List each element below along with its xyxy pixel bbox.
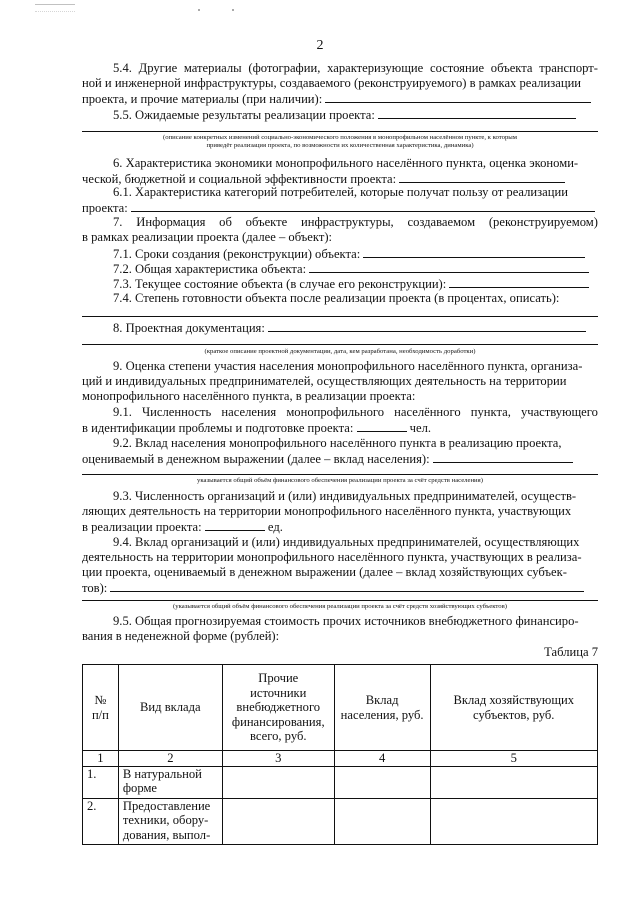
header-population: [334, 665, 430, 751]
column-number: 4: [334, 751, 430, 767]
para-5-4-line1: [113, 61, 598, 76]
para-7-2: [113, 261, 589, 277]
table-header-row: [83, 665, 598, 751]
word: населённого: [394, 405, 461, 419]
note-9-4: (указывается общий объём финансового обеспечения реализации проекта за счёт средств хозяйствующих субъектов): [173, 603, 507, 610]
word: материалы: [183, 61, 242, 75]
para-9-4-line3: ции проекта, оцениваемый в денежном выражении (далее – вклад хозяйствующих субъек-: [82, 565, 567, 579]
header-type: [118, 665, 222, 751]
word: 7.: [113, 215, 123, 229]
text: тов):: [82, 581, 108, 595]
column-number: 5: [430, 751, 597, 767]
row-type: Предоставление техники, обору- дования, выпол-: [118, 798, 222, 844]
header-text: Вклад населения, руб.: [340, 693, 424, 722]
unit: ед.: [267, 520, 283, 534]
para-7-line2: в рамках реализации проекта (далее – объект):: [82, 230, 333, 244]
note-9-2: указывается общий объём финансового обеспечения реализации проекта за счёт средств населения): [197, 477, 483, 484]
column-number: 2: [118, 751, 222, 767]
fill-line[interactable]: [110, 580, 584, 592]
table-cell[interactable]: [222, 798, 334, 844]
text: 5.5. Ожидаемые результаты реализации проекта:: [113, 108, 375, 122]
scan-artifact-dot: [232, 9, 234, 11]
table-7: [82, 664, 598, 845]
header-number: [83, 665, 119, 751]
para-9-3-line1: 9.3. Численность организаций и (или) индивидуальных предпринимателей, осуществ-: [113, 489, 577, 503]
word: населения: [221, 405, 277, 419]
word: монопрофильного: [286, 405, 385, 419]
para-7-4: 7.4. Степень готовности объекта после реализации проекта (в процентах, описать):: [113, 291, 560, 305]
para-6-1-line2: [82, 200, 595, 216]
word: об: [219, 215, 232, 229]
table-cell[interactable]: [222, 766, 334, 798]
para-7-line1: [113, 215, 598, 230]
fill-line[interactable]: [399, 171, 565, 183]
text: 8. Проектная документация:: [113, 321, 265, 335]
table-cell[interactable]: [430, 798, 597, 844]
text: оцениваемый в денежном выражении (далее – вклад населения):: [82, 452, 430, 466]
fill-line[interactable]: [82, 474, 598, 475]
para-7-1: [113, 246, 585, 262]
text: в идентификации проблемы и подготовке проекта:: [82, 421, 354, 435]
page-number: 2: [316, 38, 324, 53]
para-9-line1: 9. Оценка степени участия населения монопрофильного населённого пункта, организа-: [113, 359, 583, 373]
scan-artifact: [35, 4, 75, 12]
para-9-3-line2: ляющих деятельность на территории монопрофильного населённого пункта, участвующих: [82, 504, 572, 518]
word: Численность: [141, 405, 212, 419]
header-text: Вклад хозяйствующих субъектов, руб.: [453, 693, 575, 722]
text: в реализации проекта:: [82, 520, 202, 534]
table-numbering-row: [83, 751, 598, 767]
para-9-line3: монопрофильного населённого пункта, в реализации проекта:: [82, 389, 416, 403]
fill-line[interactable]: [309, 261, 589, 273]
fill-line[interactable]: [82, 600, 598, 601]
para-5-4-line2: ной и инженерной инфраструктуры, создаваемого (реконструируемого) в рамках реализации: [82, 76, 582, 90]
para-7-3: [113, 276, 589, 292]
fill-line[interactable]: [378, 107, 576, 119]
word: участвующего: [520, 405, 598, 419]
header-text: Прочие источники внебюджетного финансирования, всего, руб.: [231, 671, 325, 744]
fill-line[interactable]: [268, 320, 586, 332]
fill-line[interactable]: [131, 200, 595, 212]
note-5-5-line1: (описание конкретных изменений социально-экономического положения в монопрофильном населённом пункте, к которым: [162, 134, 518, 141]
word: объекта: [490, 61, 533, 75]
column-number: 1: [83, 751, 119, 767]
header-business: [430, 665, 597, 751]
word: Информация: [136, 215, 206, 229]
word: пункта,: [470, 405, 511, 419]
word: объекте: [245, 215, 288, 229]
text: проекта, и прочие материалы (при наличии):: [82, 92, 323, 106]
para-5-4-line3: [82, 91, 591, 107]
para-9-2-line1: 9.2. Вклад населения монопрофильного населённого пункта в реализацию проекта,: [113, 436, 562, 450]
table-cell[interactable]: [334, 798, 430, 844]
para-9-4-line2: деятельность на территории монопрофильного населённого пункта, участвующих в реализа-: [82, 550, 582, 564]
word: 9.1.: [113, 405, 132, 419]
text: проекта:: [82, 201, 128, 215]
text: 7.1. Сроки создания (реконструкции) объекта:: [113, 247, 361, 261]
para-9-2-line2: [82, 451, 573, 467]
word: транспорт-: [539, 61, 598, 75]
table-cell[interactable]: [430, 766, 597, 798]
para-9-line2: ций и индивидуальных предпринимателей, осуществляющих деятельность на территории: [82, 374, 567, 388]
table-cell[interactable]: [334, 766, 430, 798]
text: 7.2. Общая характеристика объекта:: [113, 262, 307, 276]
word: Другие: [138, 61, 178, 75]
text: ческой, бюджетной и социальной эффективности проекта:: [82, 172, 397, 186]
word: 5.4.: [113, 61, 132, 75]
fill-line[interactable]: [433, 451, 573, 463]
word: состояние: [430, 61, 485, 75]
table-caption: Таблица 7: [544, 645, 598, 659]
fill-line[interactable]: [363, 246, 585, 258]
para-9-3-line3: [82, 519, 283, 535]
header-text: № п/п: [91, 693, 109, 722]
word: (фотографии,: [248, 61, 321, 75]
scan-artifact-dot: [198, 9, 200, 11]
unit: чел.: [409, 421, 432, 435]
fill-line[interactable]: [325, 91, 591, 103]
text: 7.3. Текущее состояние объекта (в случае его реконструкции):: [113, 277, 447, 291]
fill-line[interactable]: [82, 131, 598, 132]
note-5-5-line2: приведёт реализация проекта, по возможности их количественная характеристика, динамика): [206, 142, 474, 149]
fill-line[interactable]: [357, 420, 407, 432]
fill-line[interactable]: [82, 316, 598, 317]
para-9-4-line4: [82, 580, 584, 596]
para-9-5-line2: вания в неденежной форме (рублей):: [82, 629, 280, 643]
para-9-4-line1: 9.4. Вклад организаций и (или) индивидуальных предпринимателей, осуществляющих: [113, 535, 580, 549]
para-9-1-line2: [82, 420, 431, 436]
word: (реконструируемом): [488, 215, 598, 229]
word: характеризующие: [327, 61, 424, 75]
para-9-5-line1: 9.5. Общая прогнозируемая стоимость прочих источников внебюджетного финансиро-: [113, 614, 579, 628]
row-type: В натуральной форме: [118, 766, 222, 798]
header-other-sources: [222, 665, 334, 751]
column-number: 3: [222, 751, 334, 767]
para-9-1-line1: [113, 405, 598, 420]
word: инфраструктуры,: [301, 215, 394, 229]
para-6-1-line1: 6.1. Характеристика категорий потребителей, которые получат пользу от реализации: [113, 185, 568, 199]
note-8: (краткое описание проектной документации, дата, кем разработана, необходимость доработки): [204, 348, 476, 355]
fill-line[interactable]: [449, 276, 589, 288]
row-number: 1.: [83, 766, 119, 798]
para-5-5: [113, 107, 576, 123]
table-row: [83, 766, 598, 798]
fill-line[interactable]: [82, 344, 598, 345]
para-6-line1: 6. Характеристика экономики монопрофильного населённого пункта, оценка экономи-: [113, 156, 579, 170]
para-8: [113, 320, 586, 336]
header-text: Вид вклада: [140, 700, 201, 715]
table-row: [83, 798, 598, 844]
word: создаваемом: [407, 215, 476, 229]
row-number: 2.: [83, 798, 119, 844]
fill-line[interactable]: [205, 519, 265, 531]
